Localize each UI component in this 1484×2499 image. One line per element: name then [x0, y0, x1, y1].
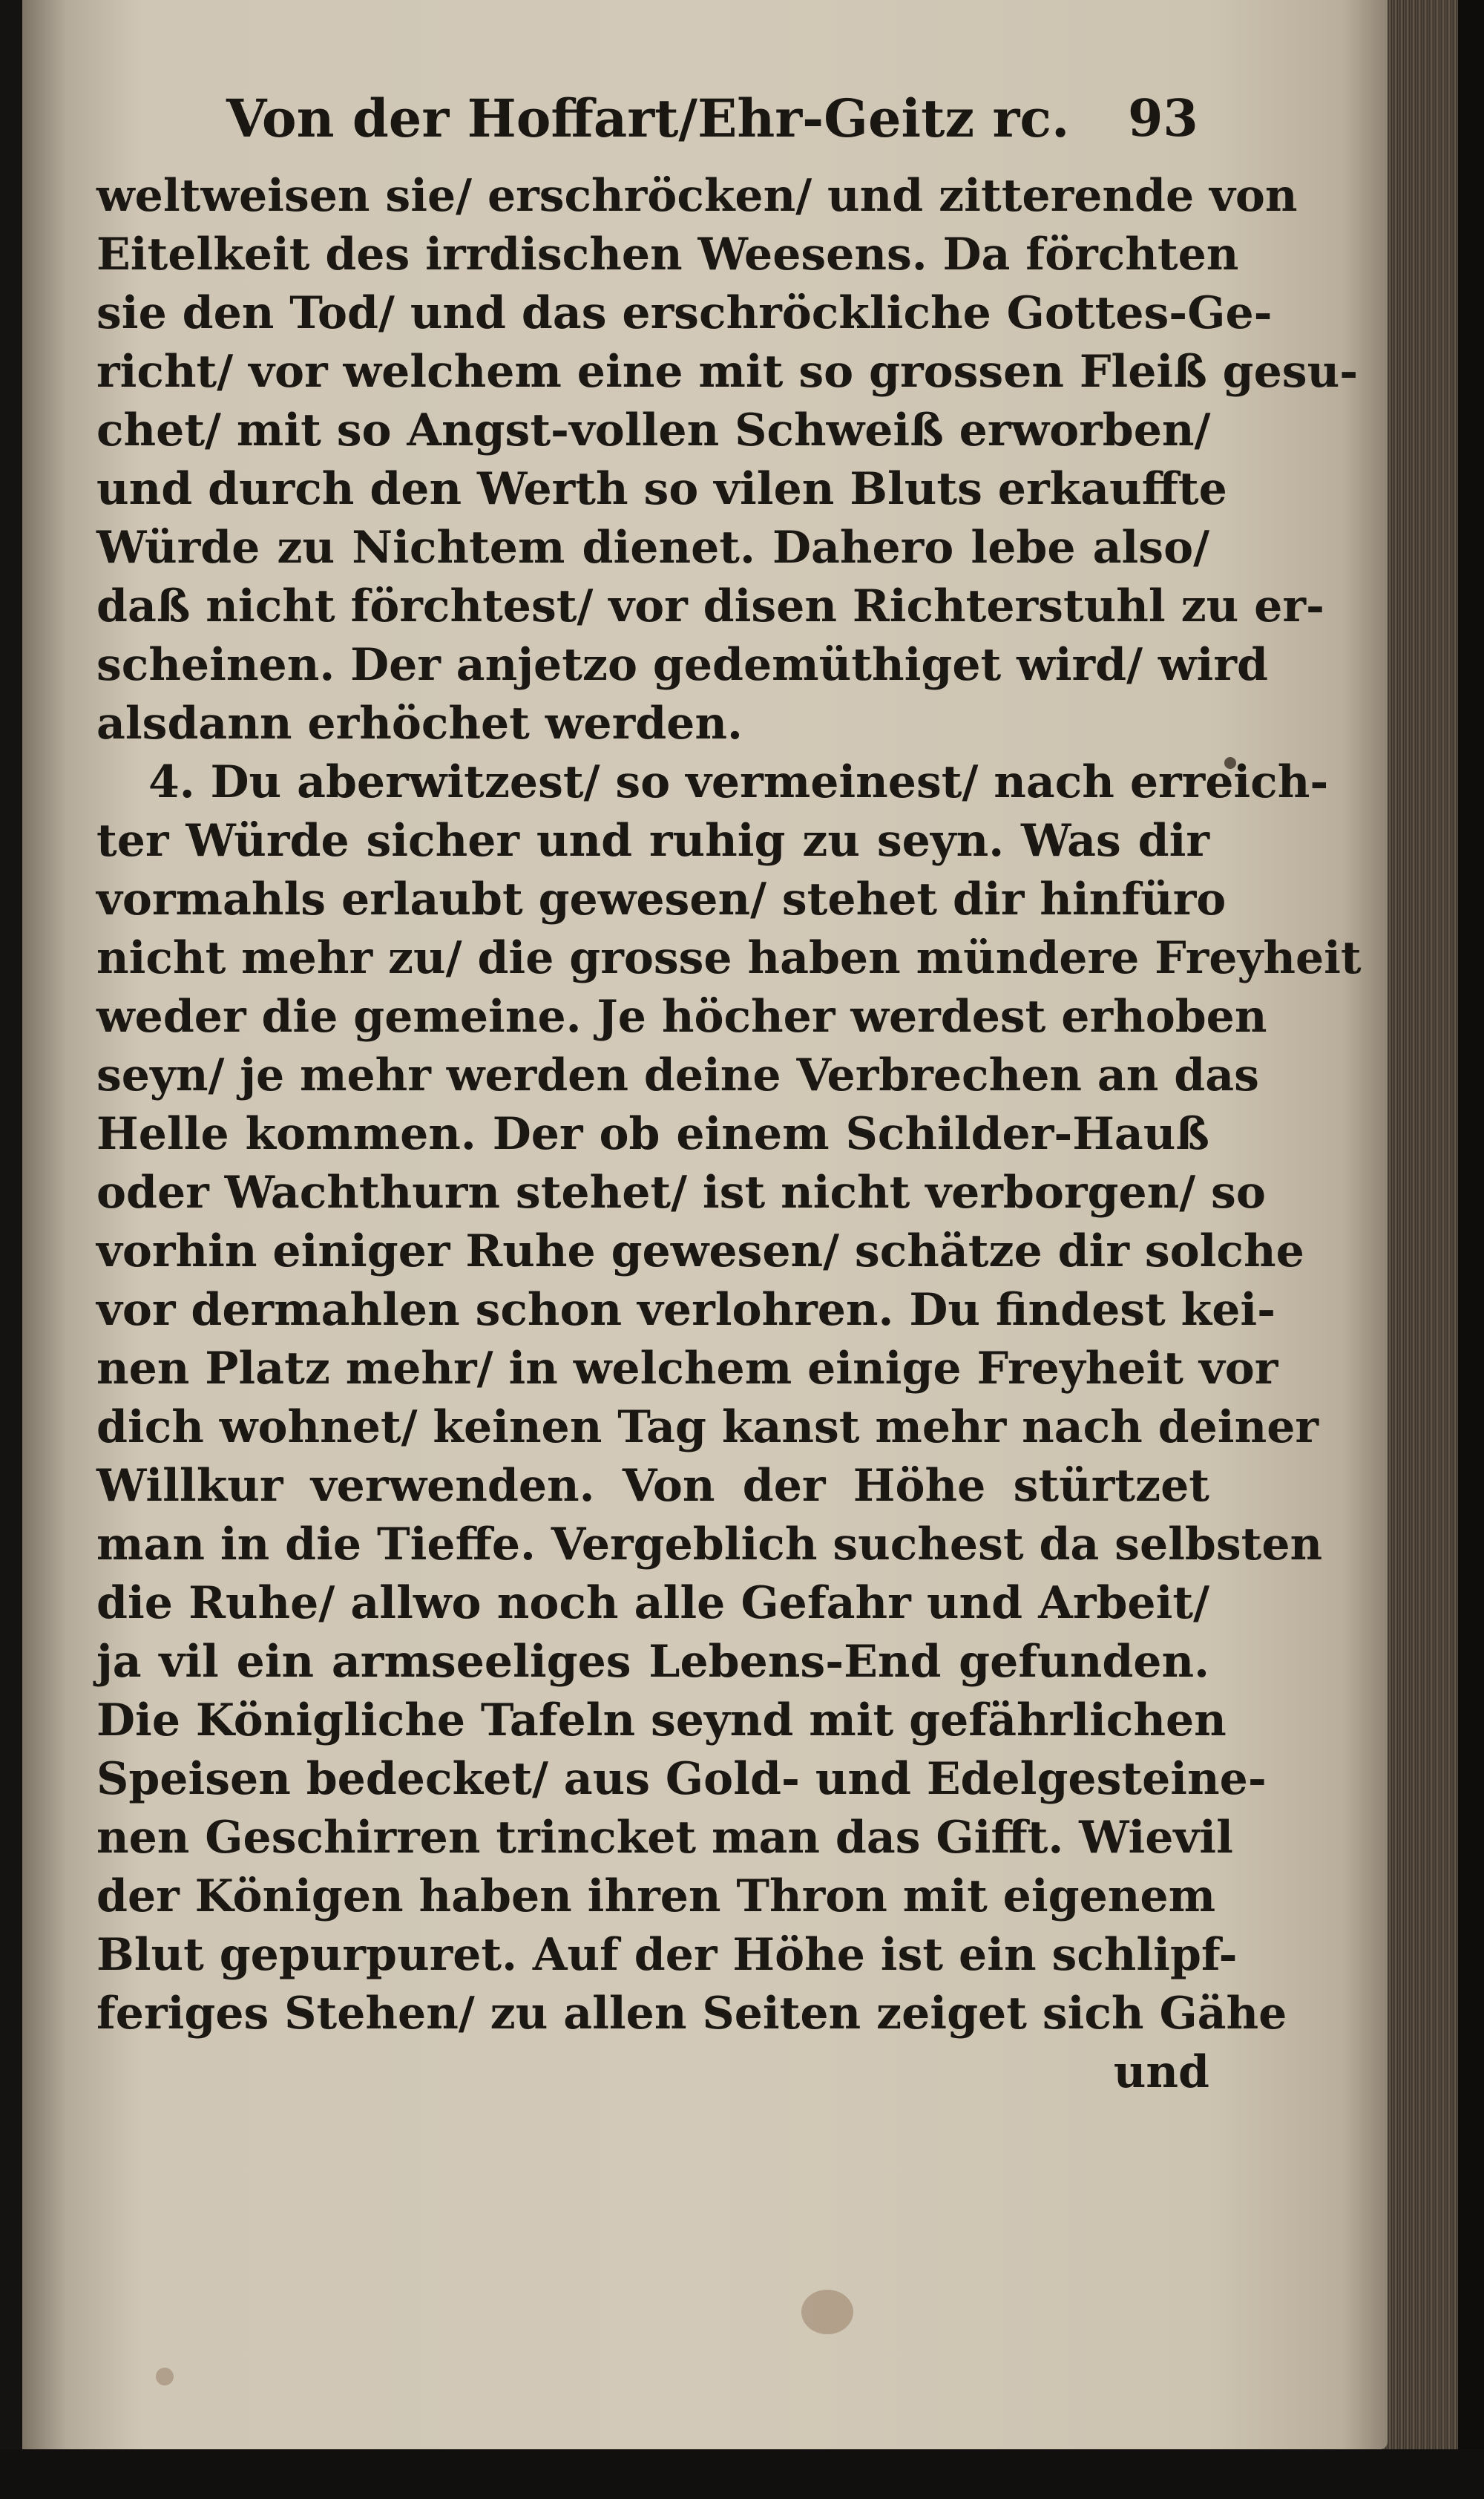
paper-stain — [801, 2290, 853, 2334]
text-line: nen Platz mehr/ in welchem einige Freyheit vor — [96, 1343, 1278, 1395]
paper-stain — [156, 2368, 174, 2385]
text-line: alsdann erhöchet werden. — [96, 698, 743, 750]
text-line: dich wohnet/ keinen Tag kanst mehr nach deiner — [96, 1401, 1319, 1453]
text-line: daß nicht förchtest/ vor disen Richterstuhl zu er- — [96, 580, 1324, 632]
book-cover-edge — [1458, 0, 1484, 2499]
catchword: und — [1113, 2046, 1209, 2098]
text-line: weder die gemeine. Je höcher werdest erhoben — [96, 991, 1267, 1043]
page-stack-edge — [1380, 0, 1462, 2499]
text-line: ja vil ein armseeliges Lebens-End gefunden. — [96, 1636, 1209, 1688]
text-line: Speisen bedecket/ aus Gold- und Edelgesteine- — [96, 1753, 1267, 1805]
text-line: die Ruhe/ allwo noch alle Gefahr und Arbeit/ — [96, 1577, 1209, 1629]
text-line: Eitelkeit des irrdischen Weesens. Da förchten — [96, 229, 1239, 281]
page-number: 93 — [1128, 89, 1198, 148]
text-line: man in die Tieffe. Vergeblich suchest da selbsten — [96, 1519, 1323, 1571]
text-line: Blut gepurpuret. Auf der Höhe ist ein schlipf- — [96, 1929, 1238, 1981]
text-line: und durch den Werth so vilen Bluts erkauffte — [96, 463, 1227, 515]
text-line: oder Wachthurn stehet/ ist nicht verborgen/ so — [96, 1167, 1266, 1219]
page-header — [0, 74, 1395, 163]
text-line: scheinen. Der anjetzo gedemüthiget wird/ wird — [96, 639, 1268, 691]
text-line: Die Königliche Tafeln seynd mit gefährlichen — [96, 1694, 1227, 1746]
text-line: der Königen haben ihren Thron mit eigenem — [96, 1870, 1216, 1922]
text-line: vor dermahlen schon verlohren. Du findest kei- — [96, 1284, 1276, 1336]
text-line: Würde zu Nichtem dienet. Dahero lebe also/ — [96, 522, 1209, 574]
text-line: ter Würde sicher und ruhig zu seyn. Was dir — [96, 815, 1209, 867]
text-line: vormahls erlaubt gewesen/ stehet dir hinfüro — [96, 874, 1227, 926]
text-line: weltweisen sie/ erschröcken/ und zitterende von — [96, 170, 1298, 222]
text-line: Helle kommen. Der ob einem Schilder-Hauß — [96, 1108, 1209, 1160]
bottom-shadow — [0, 2449, 1484, 2499]
text-line: vorhin einiger Ruhe gewesen/ schätze dir solche — [96, 1225, 1304, 1277]
body-text — [96, 167, 1362, 2102]
text-line: feriges Stehen/ zu allen Seiten zeiget sich Gähe — [96, 1988, 1287, 2040]
text-line: richt/ vor welchem eine mit so grossen Fleiß gesu- — [96, 346, 1359, 398]
text-line: Willkur verwenden. Von der Höhe stürtzet — [96, 1460, 1209, 1512]
text-line: nicht mehr zu/ die grosse haben mündere Freyheit — [96, 932, 1362, 984]
text-line: chet/ mit so Angst-vollen Schweiß erworben/ — [96, 405, 1211, 456]
text-line: sie den Tod/ und das erschröckliche Gottes-Ge- — [96, 287, 1273, 339]
text-line: nen Geschirren trincket man das Gifft. Wievil — [96, 1812, 1233, 1864]
text-line: seyn/ je mehr werden deine Verbrechen an das — [96, 1049, 1259, 1101]
text-line: 4. Du aberwitzest/ so vermeinest/ nach erreich- — [148, 756, 1329, 808]
running-title: Von der Hoffart/Ehr-Geitz rc. — [226, 88, 1070, 149]
